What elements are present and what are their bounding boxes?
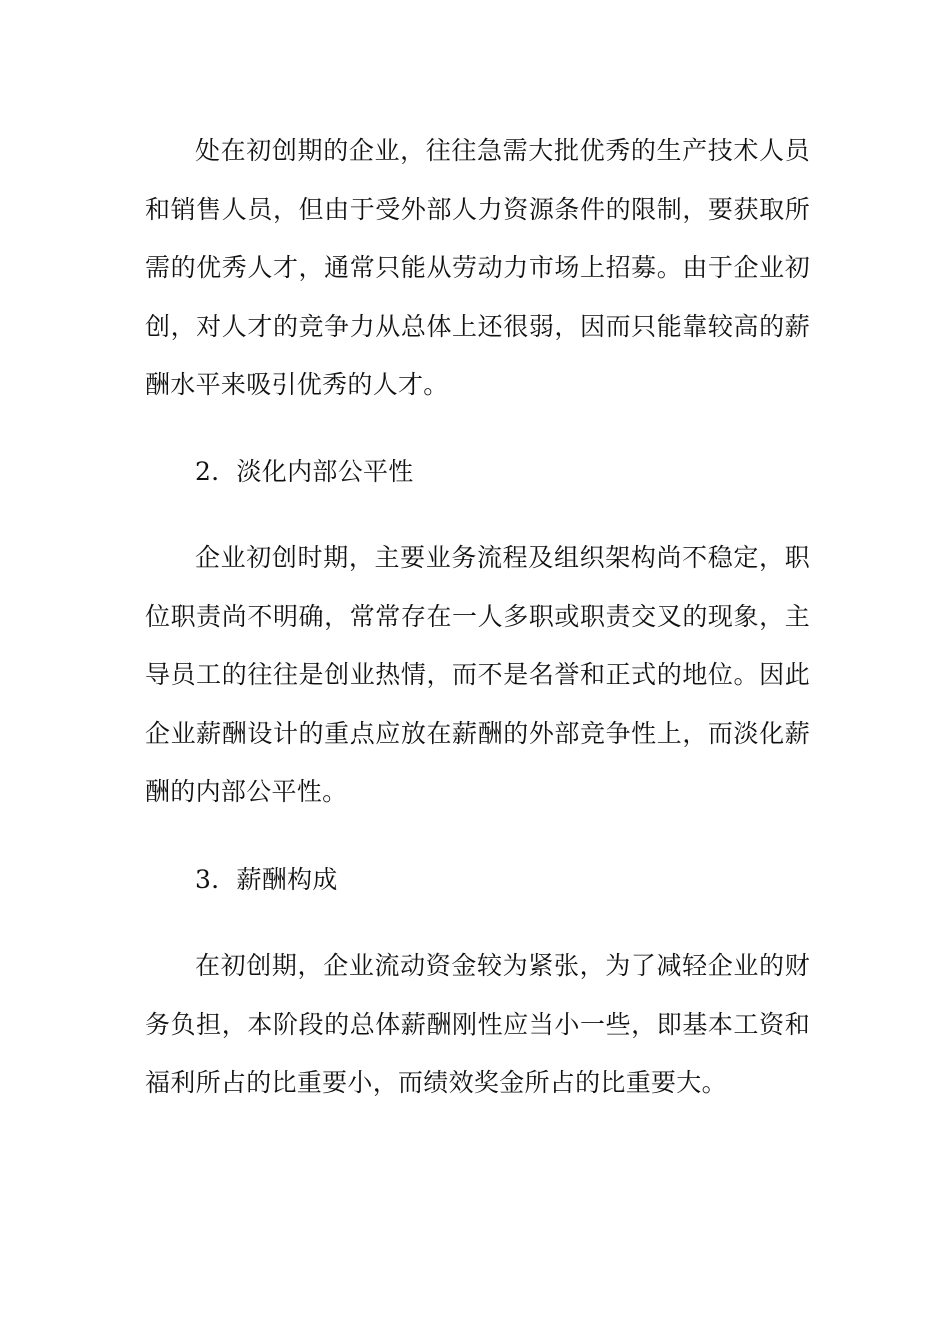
section-heading-compensation-structure: 3．薪酬构成	[195, 865, 338, 894]
paragraph-compensation-structure: 在初创期，企业流动资金较为紧张，为了减轻企业的财务负担，本阶段的总体薪酬刚性应当小一些，即基本工资和福利所占的比重要小，而绩效奖金所占的比重要大。	[145, 951, 810, 1097]
paragraph-talent-recruitment: 处在初创期的企业，往往急需大批优秀的生产技术人员和销售人员，但由于受外部人力资源条件的限制，要获取所需的优秀人才，通常只能从劳动力市场上招募。由于企业初创，对人才的竞争力从总体上还很弱，因而只能靠较高的薪酬水平来吸引优秀的人才。	[145, 136, 810, 399]
section-heading-internal-fairness: 2．淡化内部公平性	[195, 457, 414, 486]
paragraph-internal-fairness: 企业初创时期，主要业务流程及组织架构尚不稳定，职位职责尚不明确，常常存在一人多职或职责交叉的现象，主导员工的往往是创业热情，而不是名誉和正式的地位。因此企业薪酬设计的重点应放在薪酬的外部竞争性上，而淡化薪酬的内部公平性。	[145, 543, 810, 806]
